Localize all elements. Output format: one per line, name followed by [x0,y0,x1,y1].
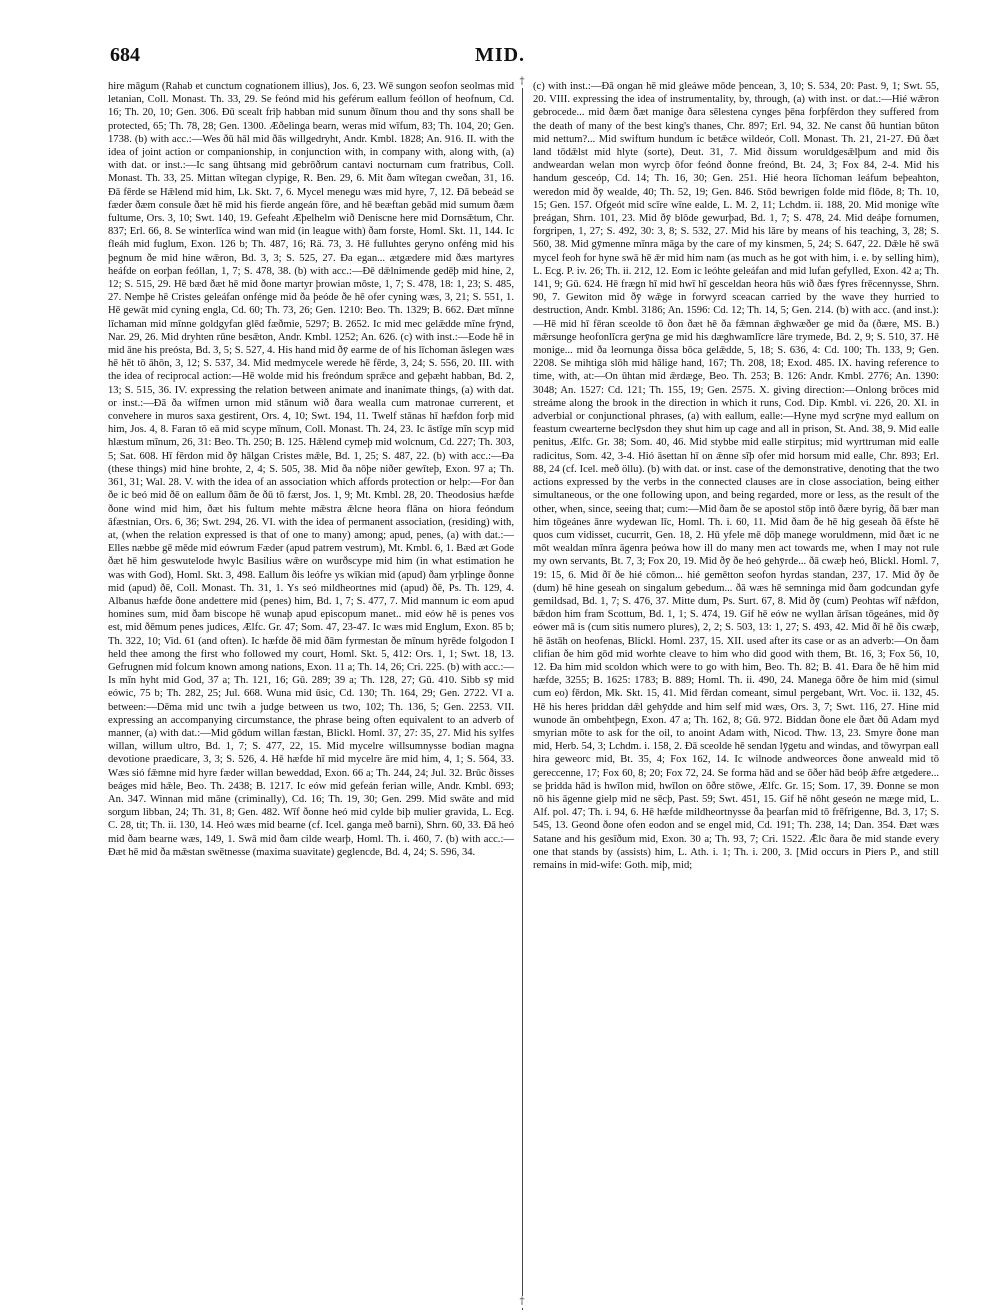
page-header [108,44,892,74]
dictionary-column-right [533,80,939,1300]
page-number: 684 [110,44,140,66]
dictionary-column-left [108,80,514,1300]
column-divider [522,80,523,1310]
entry-text-right: (c) with inst.:—Đā ongan hē mid gleáwe mōde þencean, 3, 10; S. 534, 20: Past. 9, 1; Swt. 55, 20. VIII. expressing the idea of instrumentality, by, through, (a) with inst. or dat.:—Hié wǣron gebrocede... mid ðæm ðæt manige ðara sēlestena cynges þēna forþfērdon they suffered from the death of many of the best king's thanes, Chr. 897; Erl. 94, 32. Ne canst ðū huntian būton mid nettum?... Mid swiftum hundum ic betǣce wildeór, Coll. Monast. Th. 21, 21-27. Đū ðæt land tōdǣlst mid hlyte (sorte), Deut. 31, 7. Mid ðissum woruldgesǣlþum and mid ðis andweardan welan mon wyrcþ ōfor feónd ðonne freónd, Bt. 24, 3; Fox 84, 2-4. Mid his handum gesceóp, Cd. 14; Th. 16, 30; Gen. 251. Hié heora līchoman leáfum beþeahton, weredon mid ðȳ wealde, 40; Th. 52, 19; Gen. 846. Stōd bewrigen folde mid flōde, 8; Th. 10, 15; Gen. 157. Ofgeót mid scīre wīne ealde, L. M. 2, 11; Lchdm. ii. 188, 20. Mid monige wīte þreágan, Shrn. 101, 23. Mid ðȳ blōde gewurþad, Bd. 1, 7; S. 478, 24. Mid deáþe fornumen, forgripen, 1, 27; S. 492, 30: 3, 8; S. 532, 27. Mid his lāre by means of his teaching, 3, 28; S. 560, 38. Mid gȳmenne mīnra māga by the care of my kinsmen, 5, 24; S. 647, 22. Dǣle hē swā mycel feoh for hyne swā hē ǣr mid him nam (as much as he got with him, i. e. by selling him), L. Ecg. P. iv. 26; Th. ii. 212, 12. Eom ic leóhte geleáfan and mid lufan gefylled, Exon. 42 a; Th. 141, 9; Gū. 624. Hē frægn hī mid hwī hī gesceldan heora hūs wið ðæs fȳres frēcennysse, Shrn. 90, 7. Gewiton mid ðȳ wǣge in forwyrd sceacan carried by the wave they hurried to destruction, Andr. Kmbl. 3186; An. 1596: Cd. 12; Th. 14, 5; Gen. 214. (b) with acc. (and inst.):—Hē mid hī fēran sceolde tō ðon ðæt hē ða fǣmnan ǣghwæðer ge mid ða (ðære, MS. B.) mǣrsunge heofonlīcra gerȳna ge mid his dæghwamlīcre lāre trymede, Bd. 2, 9; S. 510, 37. Hē monige... mid ða leornunga ðissa bōca gelǣdde, 5, 18; S. 636, 4: Cd. 100; Th. 133, 9; Gen. 2208. Se mihtiga slōh mid hālige hand, 167; Th. 208, 18; Exod. 485. IX. having reference to time, with, at:—On ūhtan mid ǣrdæge, Beo. Th. 253; B. 126: Andr. Kmbl. 2776; An. 1390: 3048; An. 1527: Cd. 121; Th. 155, 19; Gen. 2575. X. giving direction:—Onlong brōces mid streáme along the brook in the direction in which it runs, Cod. Dip. Kmbl. vi. 226, 20. XI. in adverbial or conjunctional phrases, (a) with eallum, ealle:—Hyne myd scrȳne myd eallum on feastum cwearterne beclȳsdon they shut him up cage and all in prison, St. And. 38, 9. Mid ealle penitus, Ælfc. Gr. 38; Som. 40, 46. Mid stybbe mid ealle stirpitus; mid wyrttruman mid ealle radicitus, Som. 42, 3-4. Hió āsettan hī on ǣnne sīþ ofer mid horsum mid ealle, Chr. 893; Erl. 88, 24 (cf. Icel. með öllu). (b) with dat. or inst. case of the demonstrative, denoting that the two actions expressed by the verbs in the connected clauses are in close association, being either simultaneous, or the one following upon, and being regarded, more or less, as the result of the other, when, since, seeing that; cum:—Mid ðam ðe se apostol stōp intō ðære byrig, ðā bær man him tōgeánes ānre wydewan līc, Homl. Th. i. 60, 11. Mid ðam ðe hē hig geseah ðā ēfste hē quos cum vidisset, cucurrit, Gen. 18, 2. Hū yfele mē dōþ manege woruldmenn, mid ðæt ic ne mōt wealdan mīnra āgenra þeówa how ill do many men act towards me, when I may not rule my own servants, Bt. 7, 3; Fox 20, 19. Mid ðȳ ðe heó gehȳrde... ðā cwæþ heó, Blickl. Homl. 7, 19: 15, 6. Mid ðī ðe hié cōmon... hié gemētton seofon hyrdas standan, 237, 17. Mid ðȳ ðe (dum) hē hine geseah on singalum gebedum... ðā wæs hē semninga mid ðam godcundan gyfe gemildsad, Bd. 1, 7; S. 476, 37. Mitte dum, Ps. Surt. 67, 8. Mid ðȳ (cum) Peohtas wīf nǣfdon, bǣdon him fram Scottum, Bd. 1, 1; S. 474, 19. Gif hē eów ne wyllan ārīsan tōgeánes, mid ðȳ eówer mā is (cum sitis numero plures), 2, 2; S. 503, 13: 1, 27; S. 493, 42. Mid ðī hē ðis cwæþ, hē āstāh on heofenas, Blickl. Homl. 237, 15. XII. used after its case or as an adverb:—On ðam clifian ðe him gōd mid worhte cleave to him who did good with them, Bt. 16, 3; Fox 56, 10, 12. Đa him mid scoldon which were to go with him, Beo. Th. 82; B. 41. Đara ðe hē him mid hæfde, 3255; B. 1625: 1783; B. 889; Homl. Th. ii. 490, 24. Manega ōðre ðe him mid (simul cum eo) fērdon, Mk. Skt. 15, 41. Mid fērdan comeant, simul pergebant, Wrt. Voc. ii. 132, 45. Hē his heres þriddan dǣl gehȳdde and him self mid wæs, Ors. 3, 7; Swt. 116, 27. Hine mid wunode ān ombehtþegn, Exon. 47 a; Th. 162, 8; Gū. 972. Biddan ðone ele ðæt ðū Adam myd smyrian mōte to ask for the oil, to anoint Adam with, Nicod. Thw. 13, 23. Smyre ðone man mid, Herb. 54, 3; Lchdm. i. 158, 2. Đā sceolde hē sendan lȳgetu and windas, and tōwyrpan eall hira geweorc mid, Bt. 35, 4; Fox 162, 14. Ic wilnode andweorces ðone anweald mid tō gereccenne, 17; Fox 60, 8; 20; Fox 72, 24. Se forma hād and se ōðer hād beóþ ǣfre ætgedere... se þridda hād is hwīlon mid, hwīlon on ōðre stōwe, Ælfc. Gr. 15; Som. 17, 39. Đonne se mon nō his āgenne gielp mid ne sēcþ, Past. 59; Swt. 451, 15. Gif hē nōht geseón ne mæge mid, L. Alf. pol. 47; Th. i. 94, 6. Hē hæfde mildheortnysse ða þearfan mid tō frēfrigenne, Bd. 3, 17; S. 545, 13. Geond ðone ofen eodon and se engel mid, Cd. 191; Th. 238, 14; Dan. 354. Ðæt wæs Satane and his gesīðum mid, Exon. 30 a; Th. 93, 7; Cri. 1522. Ǣlc ðara ðe mid stande every one that stands by (assists) him, L. Ath. i. 1; Th. i. 200, 3. [Mid occurs in Piers P., and still remains in mid-wife: Goth. miþ, mid; [533,81,939,871]
dagger-ornament-top: † [516,76,528,88]
entry-text-left: hire māgum (Rahab et cunctum cognationem illius), Jos. 6, 23. Wē sungon seofon seolmas mid letanian, Coll. Monast. Th. 33, 29. Se feónd mid his geférum eallum feóllon of heofnum, Cd. 16; Th. 20, 10; Gen. 306. Đū scealt friþ habban mid sunum ðīnum thou and thy sons shall be protected, 65; Th. 78, 28; Gen. 1300. Æðelinga bearn, weras mid wīfum, 83; Th. 104, 20; Gen. 1738. (b) with acc.:—Wes ðū hāl mid ðās willgedryht, Andr. Kmbl. 1828; An. 916. II. with the idea of joint action or companionship, in conjunction with, in company with, along with, (a) with dat. or inst.:—Ic sang ūhtsang mid gebrōðrum cantavi nocturnam cum fratribus, Coll. Monast. Th. 33, 25. Mittan wītegan clypige, R. Ben. 29, 6. Mit ðam wītegan cweðan, 31, 16. Đā fērde se Hǣlend mid him, Lk. Skt. 7, 6. Mycel menegu wæs mid hyre, 7, 12. Đā bebeád se fæder ðæm consule ðæt hē mid his fierde angeán fōre, and hē beæftan gebād mid sumum ðæm fultume, Ors. 3, 10; Swt. 140, 19. Gefeaht Æþelhelm wið Deniscne here mid Dornsǣtum, Chr. 837; Erl. 66, 8. Se winterlīca wind wan mid (in league with) ðam forste, Homl. Skt. 11, 144. Ic fleáh mid fuglum, Exon. 126 b; Th. 487, 16; Rä. 73, 3. Hē fulluhtes geryno onféng mid his þegnum ðe mid hine wǣron, Bd. 3, 3; S. 525, 27. Đa egan... ætgædere mid ðæs martyres heáfde on eorþan feóllan, 1, 7; S. 478, 38. (b) with acc.:—Đē dǣlnimende gedēþ mid hine, 2, 12; S. 515, 29. Hē bæd ðæt hē mid ðone martyr þrowian mōste, 1, 7; S. 478, 18: 1, 23; S. 485, 27. Nemþe hē Cristes geleáfan onfénge mid ða þeóde ðe hē ofer cyning wæs, 3, 21; S. 551, 1. Hē gewāt mid cyning engla, Cd. 60; Th. 73, 26; Gen. 1210: Beo. Th. 1329; B. 662. Ðæt mīnne līchaman mid mīnne goldgyfan glēd fæðmie, 5297; B. 2652. Ic mid mec gelǣdde mīne frȳnd, Nar. 29, 26. Mid dryhten rūne besǣton, Andr. Kmbl. 1252; An. 626. (c) with inst.:—Eode hē in mid āne his preósta, Bd. 3, 5; S. 527, 4. His hand mid ðȳ earme de of his līchoman āslegen wæs hē hēt tō āhōn, 3, 12; S. 537, 34. Mid medmycele werede hē fērde, 3, 24; S. 556, 20. III. with the idea of reciprocal action:—Hē wolde mid his freóndum sprǣce and geþæht habban, Bd. 2, 13; S. 515, 36. IV. expressing the relation between animate and inanimate things, (a) with dat. or inst.:—Đā ða wīfmen urnon mid stānum wið ðara wealla cum matronae currerent, et convehere in muros saxa gestirent, Ors. 4, 10; Swt. 194, 11. Twelf stānas hī hæfdon forþ mid him, Jos. 4, 8. Faran tō eā mid scype mīnum, Coll. Monast. Th. 24, 23. Ic āstīge mīn scyp mid hlæstum mīnum, 26, 31: Beo. Th. 250; B. 125. Hǣlend cymeþ mid wolcnum, Cd. 227; Th. 303, 5; Sat. 608. Hī fērdon mid ðȳ hālgan Cristes mǣle, Bd. 1, 25; S. 487, 22. (b) with acc.:—Đa (these things) mid hine brohte, 2, 4; S. 505, 38. Mid ða nōþe niðer gewīteþ, Exon. 97 a; Th. 361, 31; Wal. 28. V. with the idea of an association which affords protection or help:—For ðan ðe ic beó mid ðē on eallum ðām ðe ðū tō færst, Jos. 1, 9; Mt. Kmbl. 28, 20. Theodosius hæfde ðone wind mid him, ðæt his fultum mehte mǣstra ǣlcne heora flāna on hiora feóndum āfæstnian, Ors. 6, 36; Swt. 294, 26. VI. with the idea of permanent association, (residing) with, at, (when the relation expressed is that of one to many) among; apud, penes, (a) with dat.:—Elles næbbe gē mēde mid eówrum Fæder (apud patrem vestrum), Mt. Kmbl. 6, 1. Bæd æt Gode ðæt hē him geswutelode hwylc Basilius wǣre on wurðscype mid him (in what estimation he was with God), Homl. Skt. 3, 498. Eallum ðis leófre ys wīkian mid (apud) ðam yrþlinge ðonne mid (apud) ðē, Coll. Monast. Th. 31, 1. Ys seó mildheortnes mid (apud) ðē, Ps. Th. 129, 4. Albanus hæfde ðone andettere mid (penes) him, Bd. 1, 7; S. 477, 7. Mid mannum ic eom apud homines sum, mid ðam biscope hē wunaþ apud episcopum manet.. mid eów hē is penes vos est, mid ðēmum penes judices, Ælfc. Gr. 47; Som. 47, 23-47. Ic wæs mid Englum, Exon. 85 b; Th. 322, 10; Vid. 61 (and often). Ic hæfde ðē mid ðām fyrmestan ðe mīnum hȳrēde folgodon I held thee among the first who followed my court, Homl. Skt. 5, 412: Ors. 1, 1; Swt. 18, 13. Gefrugnen mid folcum known among nations, Exon. 11 a; Th. 14, 26; Cri. 225. (b) with acc.:—Is mīn hyht mid God, 37 a; Th. 121, 16; Gū. 289; 39 a; Th. 128, 27; Gū. 410. Sibb sȳ mid eówic, 75 b; Th. 282, 25; Jul. 668. Wuna mid ūsic, Cd. 130; Th. 164, 29; Gen. 2722. VI a. between:—Dēma mid unc twih a judge between us two, 102; Th. 136, 5; Gen. 2253. VII. expressing an accompanying circumstance, the phrase being often equivalent to an adverb of manner, (a) with dat.:—Mid gōdum willan fæstan, Blickl. Homl. 37, 27: 35, 27. Mid his sylfes willan, willum ultro, Bd. 1, 7; S. 477, 22, 15. Mid mycelre willsumnysse bodian magna devotione praedicare, 3, 3; S. 526, 4. Hē hæfde hī mid mycelre āre mid him, 4, 1; S. 564, 33. Wæs sió fǣmne mid hyre fæder willan beweddad, Exon. 66 a; Th. 244, 24; Jul. 32. Brūc ðisses beáges mid hǣle, Beo. Th. 2438; B. 1217. Ic eów mid gefeán ferian wille, Andr. Kmbl. 693; An. 347. Winnan mid māne (criminally), Cd. 16; Th. 19, 30; Gen. 299. Mid swāte and mid sorgum libban, 24; Th. 31, 8; Gen. 482. Wīf ðonne heó mid cylde biþ mulier gravida, L. Ecg. C. 28, tit; Th. ii. 130, 14. Heó wæs mid bearne (cf. Icel. ganga með barni), Shrn. 60, 33. Đā heó mid ðam bearne wæs, 149, 1. Swā mid ðam cilde wearþ, Homl. Th. i. 460, 7. (b) with acc.:—Ðæt hē mid ða mǣstan swētnesse (maxima suavitate) geglencde, Bd. 4, 24; S. 596, 34. [108,81,514,858]
running-head: MID. [474,44,526,66]
dagger-ornament-bottom: † [516,1296,528,1308]
